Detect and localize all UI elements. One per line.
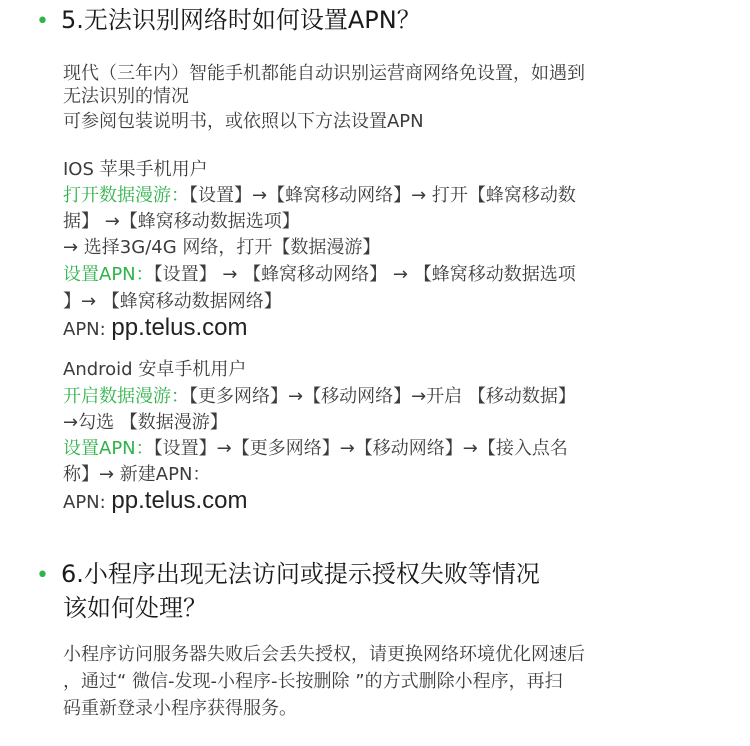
ios-apn-label: 设置APN： (63, 264, 154, 285)
bullet-icon: • (36, 9, 49, 34)
ios-roam-line-1 (63, 184, 576, 207)
ios-apn-value: pp.telus.com (111, 314, 248, 341)
ios-apn-text-1: 【设置】 → 【蜂窝移动网络】 → 【蜂窝移动数据选项 (153, 264, 576, 285)
intro-line-1: 现代（三年内）智能手机都能自动识别运营商网络免设置，如遇到 (63, 63, 585, 84)
android-header: Android 安卓手机用户 (63, 359, 247, 380)
android-apn-prefix: APN: (63, 492, 112, 513)
intro-line-2: 无法识别的情况 (63, 86, 189, 107)
s6-body-line-2: ，通过“ 微信-发现-小程序-长按删除 ”的方式删除小程序，再扫 (63, 671, 563, 692)
intro-line-3: 可参阅包装说明书，或依照以下方法设置APN (63, 111, 424, 132)
ios-apn-line-2: 】→ 【蜂窝移动数据网络】 (63, 291, 282, 312)
section-6-heading (36, 558, 540, 624)
s6-body-line-3: 码重新登录小程序获得服务。 (63, 698, 297, 719)
android-roam-label: 开启数据漫游： (63, 386, 189, 407)
ios-roam-line-3: → 选择3G/4G 网络，打开【数据漫游】 (63, 237, 381, 258)
android-roam-line-2: →勾选 【数据漫游】 (63, 412, 228, 433)
android-apn-text-1: 【设置】→【更多网络】→【移动网络】→【接入点名 (153, 438, 568, 459)
ios-header: IOS 苹果手机用户 (63, 159, 208, 180)
s6-body-line-1: 小程序访问服务器失败后会丢失授权，请更换网络环境优化网速后 (63, 644, 585, 665)
android-apn-line-2: 称】→ 新建APN： (63, 464, 211, 485)
android-apn-value-line (63, 489, 248, 514)
ios-apn-line-1 (63, 263, 576, 286)
section-6-title-line-1: 6.小程序出现无法访问或提示授权失败等情况 (60, 560, 540, 588)
android-roam-text-1: 【更多网络】→【移动网络】→开启 【移动数据】 (189, 386, 576, 407)
ios-apn-prefix: APN: (63, 319, 112, 340)
section-6-title-line-2: 该如何处理？ (63, 594, 207, 622)
ios-roam-label: 打开数据漫游： (63, 185, 189, 206)
ios-apn-value-line (63, 316, 248, 341)
ios-roam-text-1: 【设置】→【蜂窝移动网络】→ 打开【蜂窝移动数 (189, 185, 576, 206)
android-roam-line-1 (63, 385, 576, 408)
ios-roam-line-2: 据】 →【蜂窝移动数据选项】 (63, 211, 300, 232)
android-apn-line-1 (63, 437, 568, 460)
android-apn-label: 设置APN： (63, 438, 154, 459)
section-5-heading (36, 4, 421, 38)
bullet-icon: • (36, 563, 49, 588)
section-5-title: 5.无法识别网络时如何设置APN？ (60, 6, 421, 34)
android-apn-value: pp.telus.com (111, 487, 248, 514)
